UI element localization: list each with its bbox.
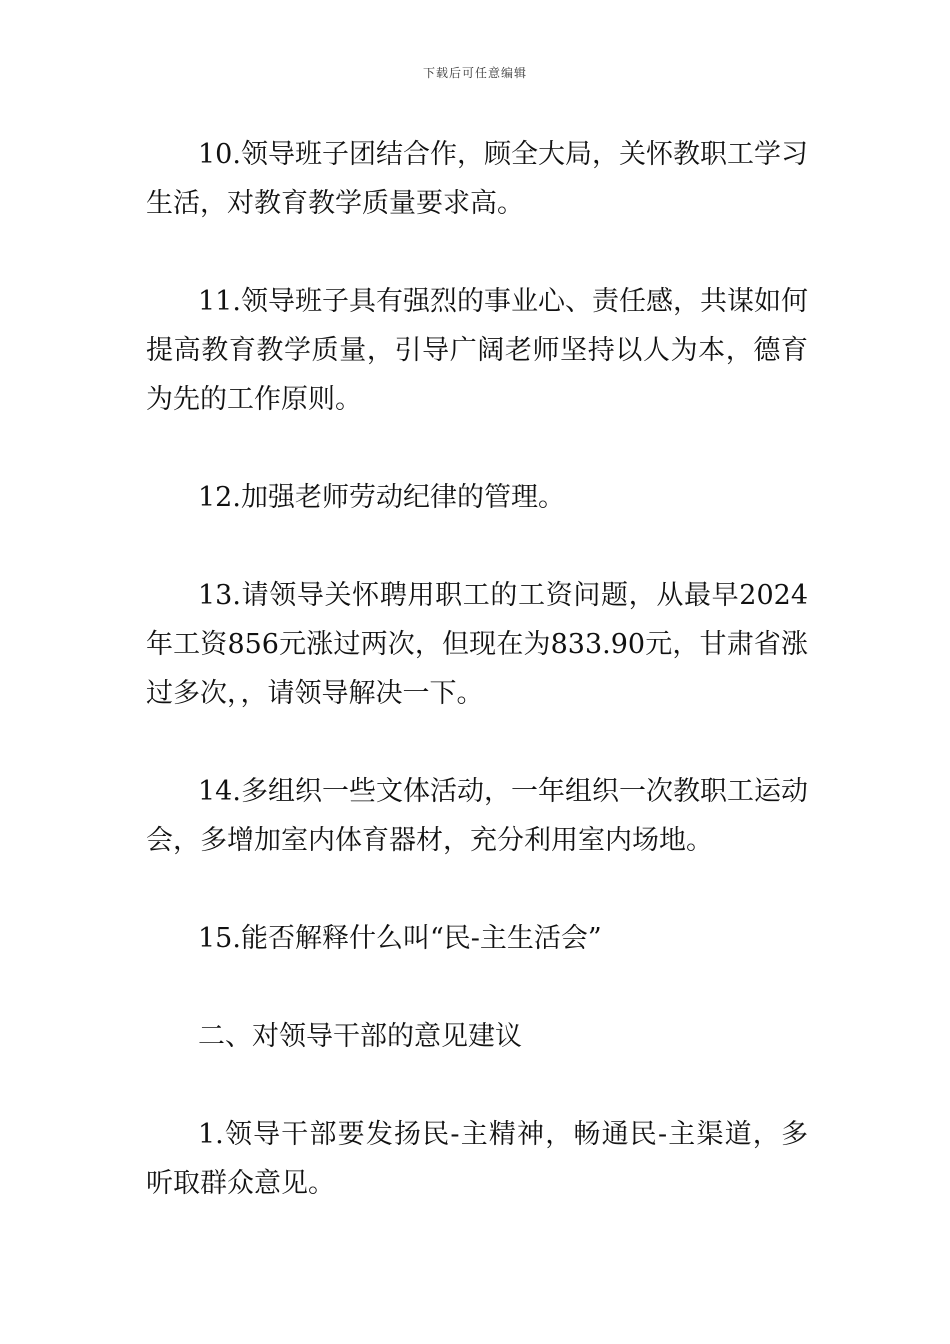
paragraph-14: 14.多组织一些文体活动，一年组织一次教职工运动会，多增加室内体育器材，充分利用室内场地。 xyxy=(146,776,808,856)
paragraph-12: 12.加强老师劳动纪律的管理。 xyxy=(198,482,565,513)
paragraph-gap xyxy=(146,424,808,473)
paragraph-gap xyxy=(146,718,808,767)
page-header: 下载后可任意编辑 xyxy=(422,66,527,80)
paragraph-gap xyxy=(146,1061,808,1110)
paragraph-15: 15.能否解释什么叫“民-主生活会” xyxy=(198,923,602,954)
paragraph-gap xyxy=(146,963,808,1012)
paragraph-13: 13.请领导关怀聘用职工的工资问题，从最早2024年工资856元涨过两次，但现在为833.90元，甘肃省涨过多次，，请领导解决一下。 xyxy=(146,580,808,709)
paragraph-gap xyxy=(146,865,808,914)
paragraph-10: 10.领导班子团结合作，顾全大局，关怀教职工学习生活，对教育教学质量要求高。 xyxy=(146,139,808,219)
paragraph-1: 1.领导干部要发扬民-主精神，畅通民-主渠道，多听取群众意见。 xyxy=(146,1119,808,1199)
paragraph-11: 11.领导班子具有强烈的事业心、责任感，共谋如何提高教育教学质量，引导广阔老师坚持以人为本，德育为先的工作原则。 xyxy=(146,286,808,415)
paragraph-gap xyxy=(146,228,808,277)
paragraph-gap xyxy=(146,522,808,571)
section-heading: 二、对领导干部的意见建议 xyxy=(198,1021,522,1052)
document-body xyxy=(146,130,808,1208)
